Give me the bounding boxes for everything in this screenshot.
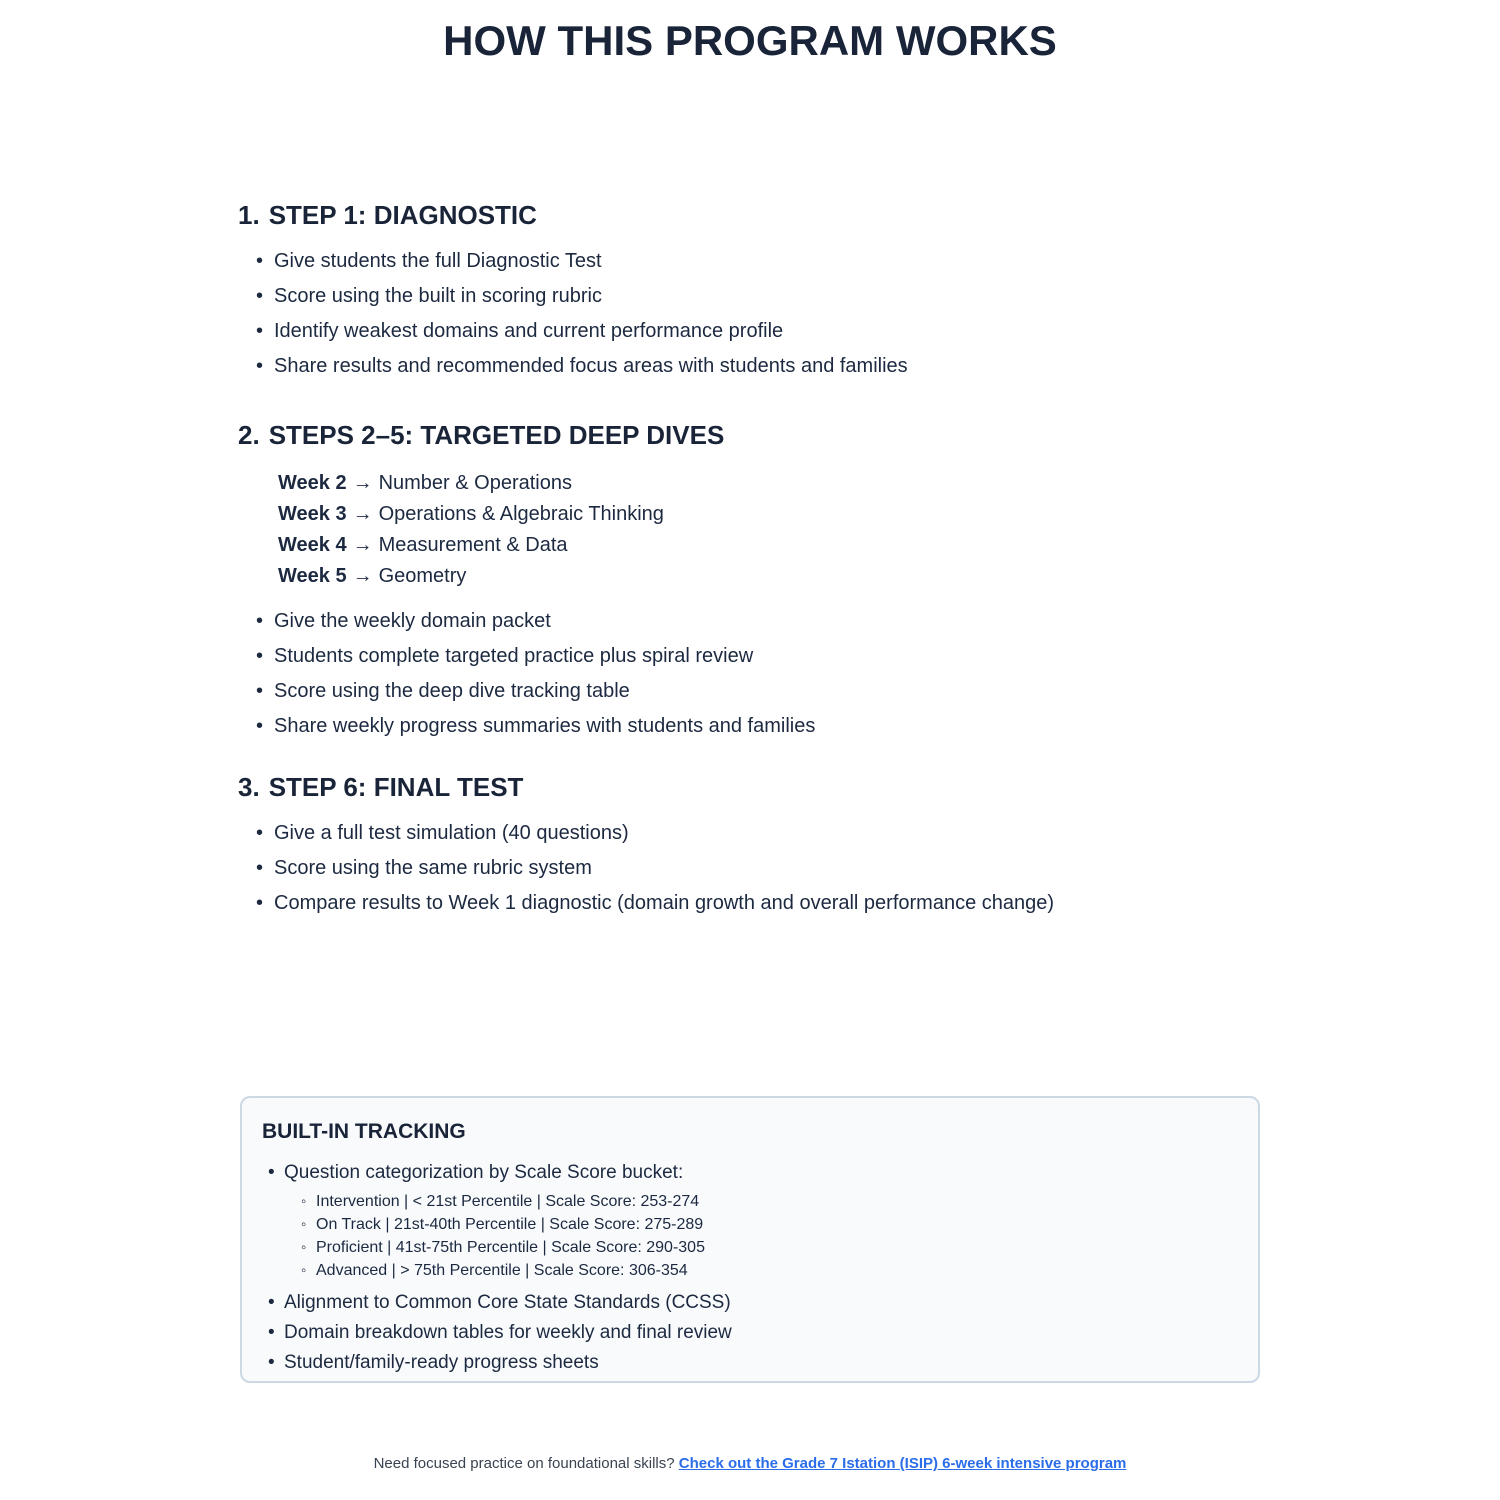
bullet-item: • Students complete targeted practice plus spiral review — [238, 639, 1268, 674]
bullet-item: • Compare results to Week 1 diagnostic (domain growth and overall performance change) — [238, 886, 1268, 921]
section-number: 1. — [238, 200, 260, 230]
bullet-list — [238, 604, 1268, 744]
arrow-right-icon: → — [352, 472, 373, 494]
bullet-list — [238, 244, 1268, 384]
week-topic: Geometry — [378, 565, 467, 587]
bullet-list — [238, 816, 1268, 921]
section-heading — [238, 200, 1268, 230]
page-title: HOW THIS PROGRAM WORKS — [443, 17, 1057, 64]
scale-score-bucket-list — [298, 1190, 1234, 1282]
tracking-bullet-list — [262, 1158, 1234, 1378]
section-heading-text: STEP 1: DIAGNOSTIC — [268, 200, 537, 230]
arrow-right-icon: → — [352, 503, 373, 525]
footer-text: Need focused practice on foundational skills? — [373, 1455, 675, 1472]
bullet-item: • Give a full test simulation (40 questions) — [238, 816, 1268, 851]
week-item — [278, 561, 1268, 592]
section-heading-text: STEP 6: FINAL TEST — [268, 772, 524, 802]
week-label: Week 3 — [278, 503, 347, 525]
bullet-item: • Identify weakest domains and current performance profile — [238, 314, 1268, 349]
week-label: Week 2 — [278, 472, 347, 494]
bullet-item: • Score using the deep dive tracking table — [238, 674, 1268, 709]
week-label: Week 4 — [278, 534, 347, 556]
scale-bucket-item: ◦ Intervention | < 21st Percentile | Scale Score: 253-274 — [298, 1190, 1234, 1213]
week-item — [278, 499, 1268, 530]
bullet-item: • Alignment to Common Core State Standards (CCSS) — [262, 1288, 1234, 1318]
section-number: 3. — [238, 772, 260, 802]
footer — [0, 1455, 1500, 1472]
bullet-item: • Give the weekly domain packet — [238, 604, 1268, 639]
bullet-text: Question categorization by Scale Score bucket: — [284, 1162, 684, 1183]
bullet-item: • Share results and recommended focus areas with students and families — [238, 349, 1268, 384]
bullet-item — [262, 1158, 1234, 1282]
week-topic: Operations & Algebraic Thinking — [378, 503, 664, 525]
footer-link[interactable]: Check out the Grade 7 Istation (ISIP) 6-week intensive program — [678, 1455, 1127, 1472]
week-topic: Measurement & Data — [378, 534, 568, 556]
bullet-item: • Student/family-ready progress sheets — [262, 1348, 1234, 1378]
arrow-right-icon: → — [352, 534, 373, 556]
week-schedule — [278, 468, 1268, 592]
section-step-1-diagnostic — [238, 200, 1268, 384]
arrow-right-icon: → — [352, 565, 373, 587]
bullet-item: • Domain breakdown tables for weekly and final review — [262, 1318, 1234, 1348]
tracking-box — [240, 1096, 1260, 1383]
section-number: 2. — [238, 420, 260, 450]
section-heading-text: STEPS 2–5: TARGETED DEEP DIVES — [268, 420, 725, 450]
bullet-item: • Share weekly progress summaries with students and families — [238, 709, 1268, 744]
tracking-box-heading: BUILT-IN TRACKING — [262, 1120, 466, 1143]
week-topic: Number & Operations — [378, 472, 572, 494]
bullet-item: • Score using the built in scoring rubric — [238, 279, 1268, 314]
week-label: Week 5 — [278, 565, 347, 587]
section-heading — [238, 772, 1268, 802]
bullet-item: • Give students the full Diagnostic Test — [238, 244, 1268, 279]
scale-bucket-item: ◦ Proficient | 41st-75th Percentile | Scale Score: 290-305 — [298, 1236, 1234, 1259]
scale-bucket-item: ◦ On Track | 21st-40th Percentile | Scale Score: 275-289 — [298, 1213, 1234, 1236]
week-item — [278, 468, 1268, 499]
week-item — [278, 530, 1268, 561]
section-step-6-final-test — [238, 772, 1268, 921]
scale-bucket-item: ◦ Advanced | > 75th Percentile | Scale Score: 306-354 — [298, 1259, 1234, 1282]
section-steps-2-5-deep-dives — [238, 420, 1268, 744]
section-heading — [238, 420, 1268, 450]
bullet-item: • Score using the same rubric system — [238, 851, 1268, 886]
